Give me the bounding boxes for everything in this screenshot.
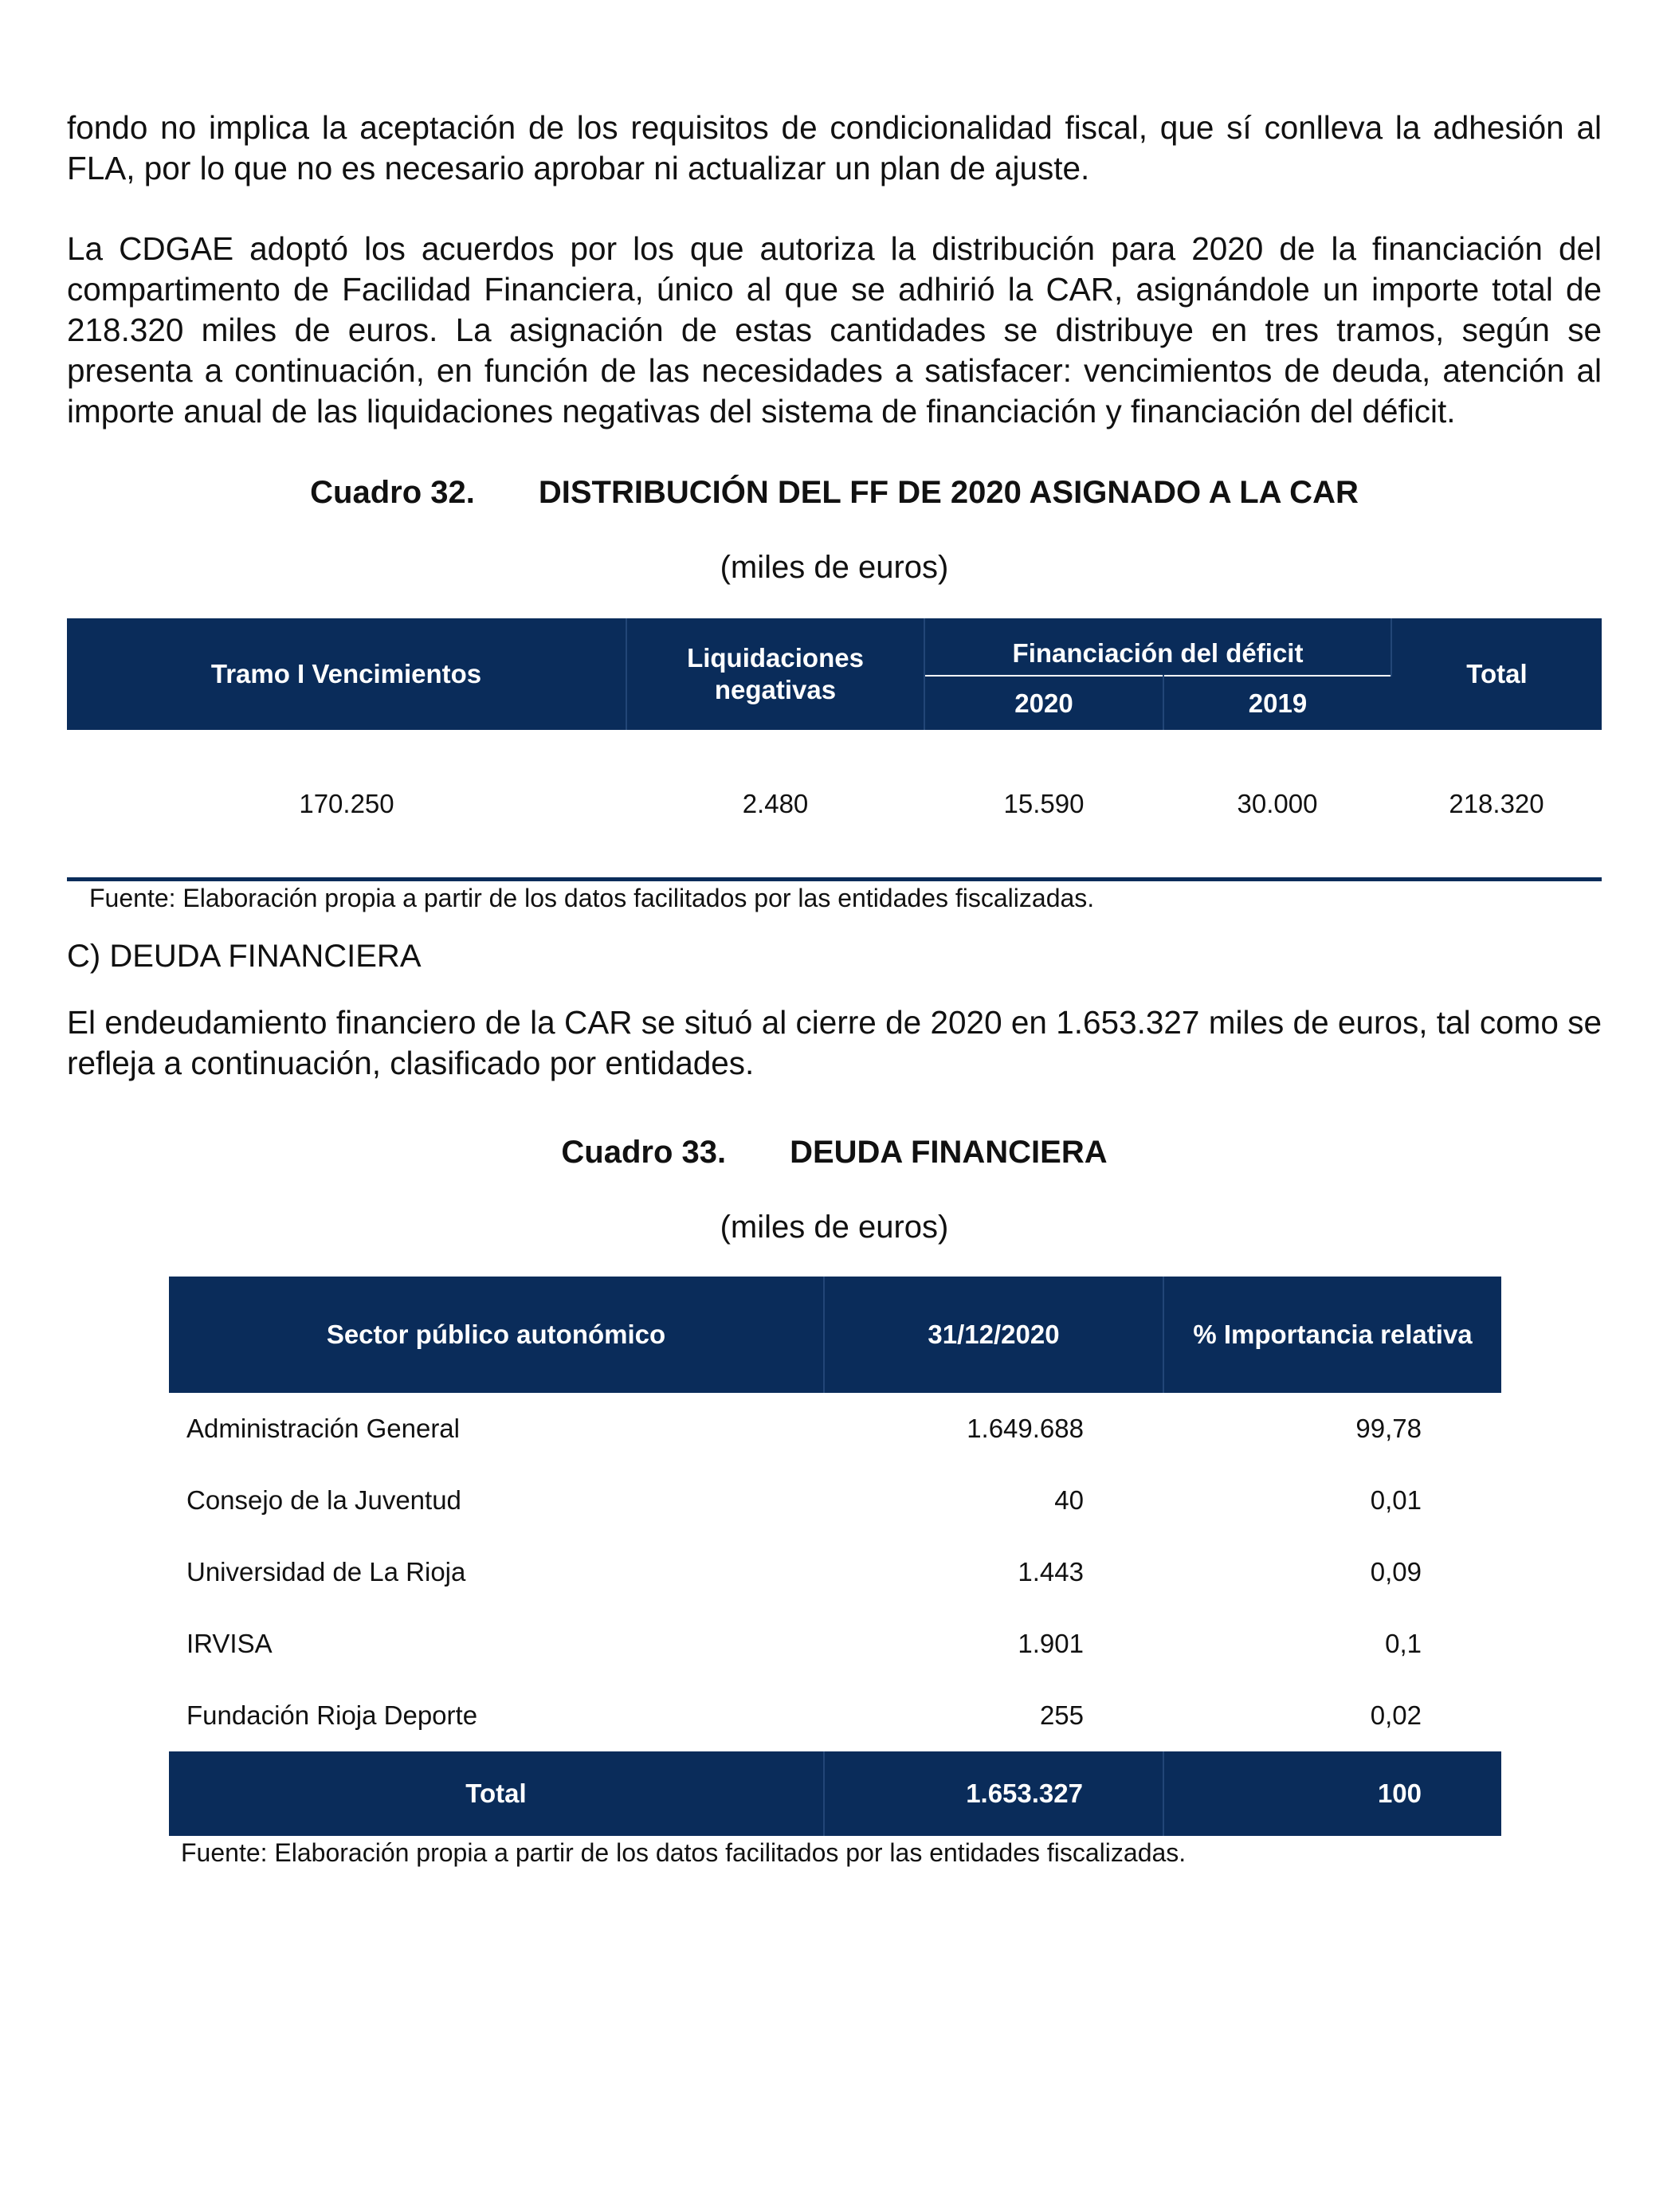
table32-unit: (miles de euros) [720,550,949,585]
table-row [67,730,1602,880]
table-row [169,1536,1501,1608]
table33-row-pct: 0,09 [1370,1557,1422,1586]
table33-row-name: Consejo de la Juventud [186,1485,461,1515]
table-row [169,1680,1501,1751]
table33-row-value: 1.901 [1018,1629,1084,1658]
table33-source: Fuente: Elaboración propia a partir de los datos facilitados por las entidades fiscalizadas. [181,1838,1187,1867]
table32-cell-2019: 30.000 [1237,788,1318,818]
table32-header-liquidaciones [626,618,924,730]
table-row [169,1465,1501,1536]
table32-title-text: DISTRIBUCIÓN DEL FF DE 2020 ASIGNADO A LA CAR [538,475,1359,510]
table32-cell-2020: 15.590 [1003,788,1085,818]
table33-unit: (miles de euros) [720,1210,949,1245]
table33-header-date: 31/12/2020 [824,1277,1163,1393]
table33-total-value: 1.653.327 [824,1751,1163,1836]
table33-total-row [169,1751,1501,1836]
table32-cell-total: 218.320 [1449,788,1544,818]
section-heading: C) DEUDA FINANCIERA [67,939,422,974]
table32-header-tramo: Tramo I Vencimientos [67,618,626,730]
table32 [67,618,1602,881]
table32-header-total: Total [1391,618,1602,730]
table33-number: Cuadro 33. [561,1135,727,1170]
table32-header-financiacion: Financiación del déficit [924,618,1391,676]
table-row [169,1608,1501,1680]
table32-cell-tramo: 170.250 [299,788,394,818]
table32-title [67,473,1602,512]
table33-row-pct: 99,78 [1355,1414,1422,1443]
table33-row-pct: 0,01 [1370,1485,1422,1515]
table33-header-pct: % Importancia relativa [1163,1277,1501,1393]
table33-header-sector: Sector público autonómico [169,1277,824,1393]
table33-row-value: 1.443 [1018,1557,1084,1586]
table33-row-pct: 0,1 [1385,1629,1422,1658]
table33-row-value: 1.649.688 [967,1414,1084,1443]
table33-row-name: Fundación Rioja Deporte [186,1700,478,1730]
table32-source: Fuente: Elaboración propia a partir de los datos facilitados por las entidades fiscalizadas. [89,884,1095,912]
table32-header-2020: 2020 [924,676,1163,730]
table33-row-value: 40 [1054,1485,1084,1515]
table33-total-pct: 100 [1377,1779,1422,1808]
table33-total-label: Total [169,1751,824,1836]
table33-row-name: IRVISA [186,1629,273,1658]
table33-row-value: 255 [1039,1700,1084,1730]
paragraph-endeudamiento: El endeudamiento financiero de la CAR se situó al cierre de 2020 en 1.653.327 miles de euros, tal como se refleja a continuación, clasificado por entidades. [67,1004,1602,1081]
table33-row-name: Universidad de La Rioja [186,1557,466,1586]
table33 [169,1277,1501,1836]
document-page [67,108,1602,1868]
table33-title [67,1133,1602,1171]
table32-cell-liquidaciones: 2.480 [742,788,809,818]
table33-title-text: DEUDA FINANCIERA [790,1135,1108,1170]
table32-header-2019: 2019 [1163,676,1391,730]
table32-header-liquidaciones-text: Liquidaciones negativas [687,643,864,704]
paragraph-fla: fondo no implica la aceptación de los requisitos de condicionalidad fiscal, que sí conlleva la adhesión al FLA, por lo que no es necesario aprobar ni actualizar un plan de ajuste. [67,109,1602,186]
table33-row-name: Administración General [186,1414,460,1443]
table33-row-pct: 0,02 [1370,1700,1422,1730]
paragraph-cdgae: La CDGAE adoptó los acuerdos por los que autoriza la distribución para 2020 de la financiación del compartimento de Facilidad Financiera, único al que se adhirió la CAR, asignándole un importe total de 218.320 miles de euros. La asignación de estas cantidades se distribuye en tres tramos, según se presenta a continuación, en función de las necesidades a satisfacer: vencimientos de deuda, atención al importe anual de las liquidaciones negativas del sistema de financiación y financiación del déficit. [67,230,1602,429]
table-row [169,1393,1501,1465]
table32-number: Cuadro 32. [310,475,475,510]
